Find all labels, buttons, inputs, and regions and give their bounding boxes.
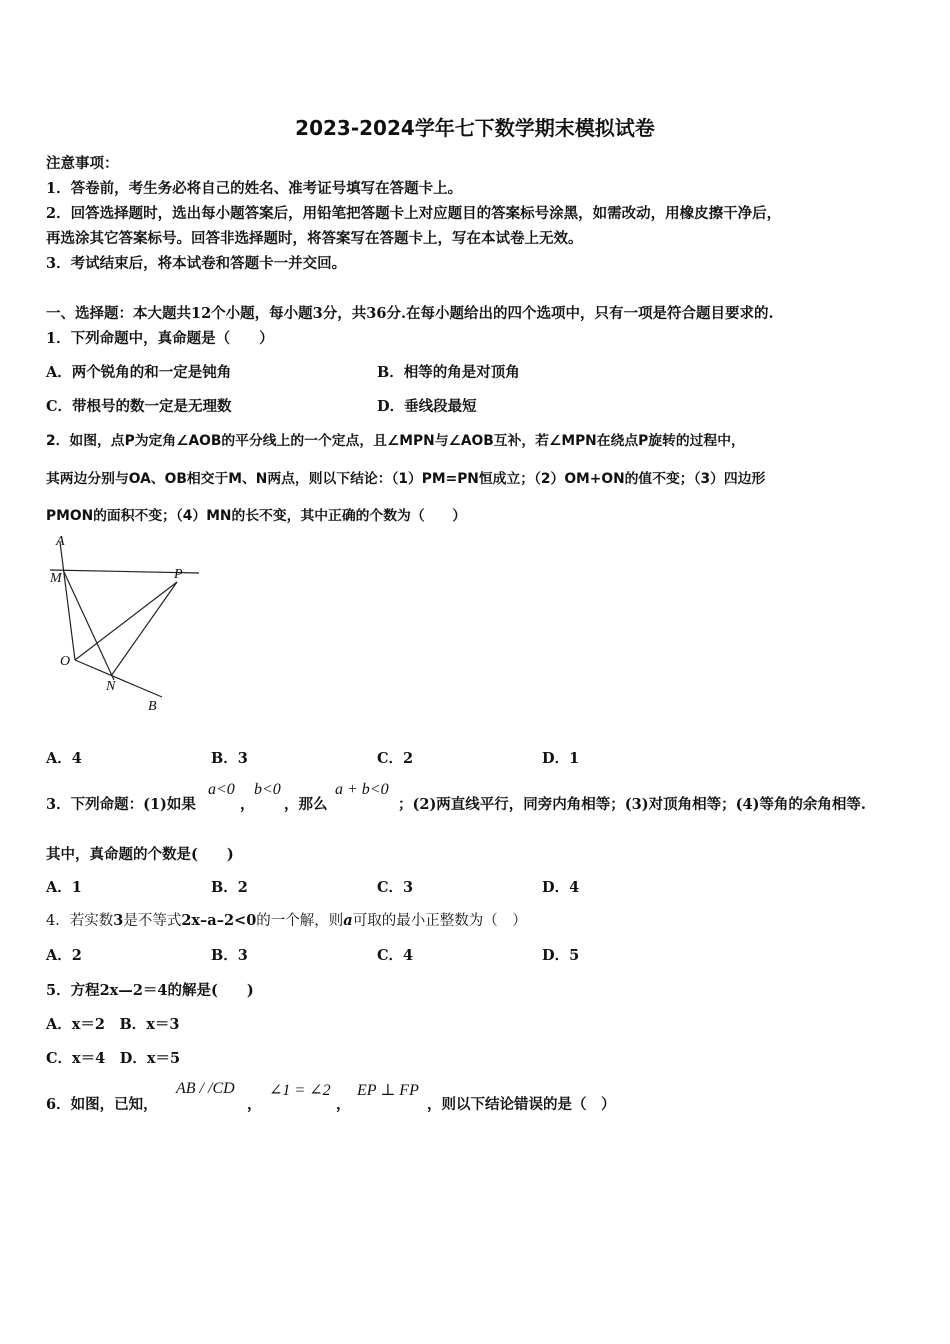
q4-text-1: 4．若实数 xyxy=(46,913,114,929)
q4-text-3: 的一个解，则 xyxy=(256,913,344,929)
q2-option-c: C．2 xyxy=(377,750,414,767)
q1-option-d: D．垂线段最短 xyxy=(377,398,477,415)
q4-stem xyxy=(46,909,527,930)
q6-comma-2: ， xyxy=(336,1096,351,1113)
q5-options-cd: C．x＝4 D．x＝5 xyxy=(46,1050,181,1067)
q6-math-angles: ∠1 = ∠2 xyxy=(269,1082,331,1099)
q4-text-2: 是不等式 xyxy=(123,913,182,929)
q1-option-a: A．两个锐角的和一定是钝角 xyxy=(46,364,232,381)
label-n: N xyxy=(106,679,116,694)
q2-line-2: 其两边分别与OA、OB相交于M、N两点，则以下结论：（1）PM=PN恒成立；（2）OM+ON的值不变；（3）四边形 xyxy=(46,471,766,487)
q4-text-4: 可取的最小正整数为（ ） xyxy=(352,913,527,929)
q6-comma-1: ， xyxy=(247,1096,262,1113)
q2-option-b: B．3 xyxy=(211,750,248,767)
notice-item-2b: 再选涂其它答案标号。回答非选择题时，将答案写在答题卡上，写在本试卷上无效。 xyxy=(46,230,583,247)
q3-math-a-lt-0: a<0 xyxy=(208,781,235,798)
label-m: M xyxy=(50,571,62,586)
q4-var-a: a xyxy=(343,912,353,929)
label-a: A xyxy=(56,534,65,549)
q3-line-2: 其中，真命题的个数是( ) xyxy=(46,846,234,863)
q2-line-3: PMON的面积不变；（4）MN的长不变，其中正确的个数为（ ） xyxy=(46,508,467,524)
q3-option-d: D．4 xyxy=(542,879,580,896)
label-o: O xyxy=(60,654,71,669)
line-pn xyxy=(111,582,177,676)
q3-math-b-lt-0: b<0 xyxy=(254,781,281,798)
notice-item-1: 1．答卷前，考生务必将自己的姓名、准考证号填写在答题卡上。 xyxy=(46,180,463,197)
q6-math-parallel: AB / /CD xyxy=(176,1080,235,1097)
q1-stem: 1．下列命题中，真命题是（ ） xyxy=(46,330,274,347)
label-b: B xyxy=(148,699,157,714)
q3-option-a: A．1 xyxy=(46,879,82,896)
q3-option-b: B．2 xyxy=(211,879,248,896)
label-p: P xyxy=(174,567,183,582)
q3-comma: ， xyxy=(240,796,255,813)
q4-option-c: C．4 xyxy=(377,947,414,964)
notice-item-2a: 2．回答选择题时，选出每小题答案后，用铅笔把答题卡上对应题目的答案标号涂黑，如需改动，用橡皮擦干净后， xyxy=(46,205,782,222)
q6-math-perpendicular: EP ⊥ FP xyxy=(357,1082,419,1099)
q3-math-sum-lt-0: a + b<0 xyxy=(335,781,389,798)
q1-option-b: B．相等的角是对顶角 xyxy=(377,364,520,381)
q4-number-3: 3 xyxy=(113,912,124,929)
q3-rest: ；(2)两直线平行，同旁内角相等；(3)对顶角相等；(4)等角的余角相等. xyxy=(398,796,866,813)
page-title: 2023-2024学年七下数学期末模拟试卷 xyxy=(295,116,655,140)
line-mn xyxy=(64,572,114,680)
q2-line-1: 2．如图，点P为定角∠AOB的平分线上的一个定点，且∠MPN与∠AOB互补，若∠MPN在绕点P旋转的过程中， xyxy=(46,433,745,449)
q6-prefix: 6．如图，已知， xyxy=(46,1096,158,1113)
bisector-op xyxy=(75,582,177,660)
q4-option-a: A．2 xyxy=(46,947,82,964)
q5-options-ab: A．x＝2 B．x＝3 xyxy=(46,1016,180,1033)
q6-rest: ，则以下结论错误的是（ ） xyxy=(427,1096,616,1113)
q1-option-c: C．带根号的数一定是无理数 xyxy=(46,398,232,415)
q3-prefix: 3．下列命题：(1)如果 xyxy=(46,796,196,813)
q3-option-c: C．3 xyxy=(377,879,414,896)
section-heading: 一、选择题：本大题共12个小题，每小题3分，共36分.在每小题给出的四个选项中，只有一项是符合题目要求的. xyxy=(46,305,774,322)
q2-option-a: A．4 xyxy=(46,750,82,767)
q4-option-d: D．5 xyxy=(542,947,580,964)
notice-heading: 注意事项： xyxy=(46,155,119,172)
q2-option-d: D．1 xyxy=(542,750,580,767)
q2-geometry-figure xyxy=(44,530,209,720)
ray-oa xyxy=(60,542,75,660)
notice-item-3: 3．考试结束后，将本试卷和答题卡一并交回。 xyxy=(46,255,347,272)
q3-then: ，那么 xyxy=(284,796,328,813)
q4-inequality: 2x–a–2<0 xyxy=(181,912,257,929)
q4-option-b: B．3 xyxy=(211,947,248,964)
q5-stem: 5．方程2x—2＝4的解是( ) xyxy=(46,982,254,999)
